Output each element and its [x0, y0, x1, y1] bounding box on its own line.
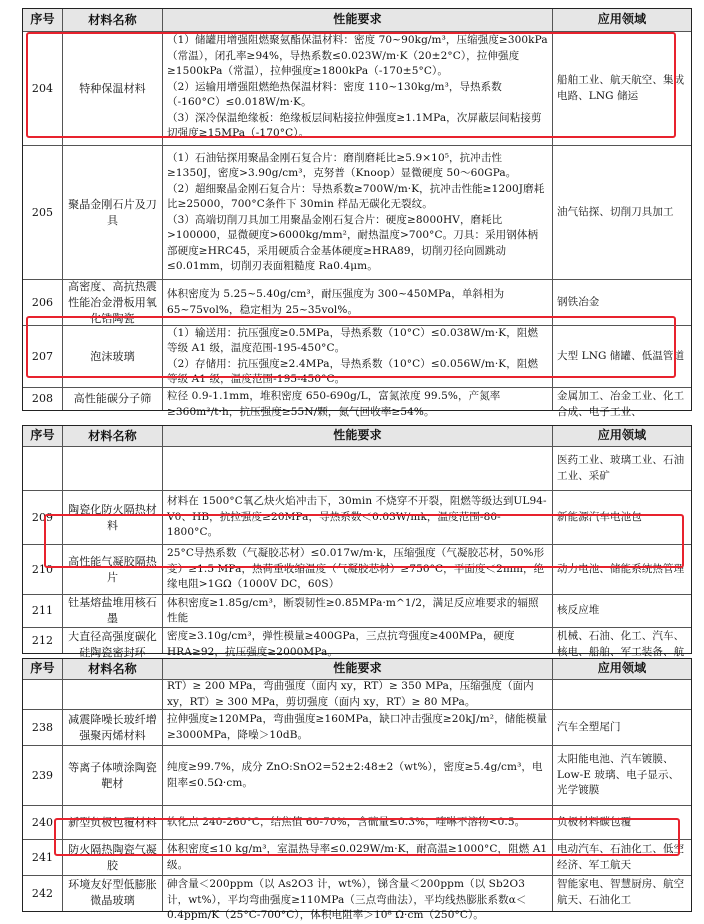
table-row: [23, 446, 691, 490]
header-app: 应用领域: [597, 12, 647, 27]
cell-app: 医药工业、玻璃工业、石油工业、采矿: [557, 454, 685, 482]
cell-perf: 纯度≥99.7%，成分 ZnO:SnO2=52±2:48±2（wt%），密度≥5.4g/cm³，电阻率≤0.5Ω·cm。: [167, 761, 543, 789]
cell-no: 238: [31, 720, 54, 734]
cell-name: 大直径高强度碳化硅陶瓷密封环: [68, 630, 157, 659]
cell-name: 陶瓷化防火隔热材料: [68, 502, 157, 532]
cell-perf: 砷含量＜200ppm（以 As2O3 计，wt%），锑含量＜200ppm（以 Sb2O3 计，wt%），平均弯曲强度≥110MPa（三点弯曲法），平均线热膨胀系数α＜0.4ppm/K（25°C-700°C），体积电阻率＞10⁸ Ω·cm（250°C）。: [167, 878, 527, 921]
cell-perf: （1）石油钻探用聚晶金刚石复合片：磨削磨耗比≥5.9×10⁵，抗冲击性≥1350J，密度>3.90g/cm³，克努普（Knoop）显微硬度 50～60GPa。 （2）超细聚晶金刚石复合片：导热系数≥700W/m·K，抗冲击性能≥1200J磨耗比≥25000，700°C条件下 30min 样品无碳化无裂纹。 （3）高端切削刀具加工用聚晶金刚石复合片：硬度≥8000HV，磨耗比>100000，显微硬度>6000kg/mm²，耐热温度>700°C。刀具：采用钢体柄部硬度≥HRC45，采用硬质合金基体硬度≥HRA89，切削刃径向圆跳动≤0.01mm，切削刃表面粗糙度 Ra0.4μm。: [167, 151, 545, 272]
cell-name: 高性能气凝胶隔热片: [68, 554, 157, 584]
cell-no: 239: [31, 768, 54, 782]
table-row: [23, 387, 691, 418]
table-2: [22, 425, 692, 659]
table-row: [23, 594, 691, 627]
cell-name: 环境友好型低膨胀微晶玻璃: [68, 878, 157, 907]
cell-app: 船舶工业、航天航空、集成电路、LNG 储运: [557, 74, 685, 102]
cell-app: 钢铁冶金: [557, 295, 600, 308]
cell-no: 240: [31, 815, 54, 829]
cell-name: 防火隔热陶瓷气凝胶: [68, 842, 157, 872]
cell-app: 电动汽车、石油化工、低空经济、军工航天: [557, 843, 685, 871]
table-row: [23, 544, 691, 594]
table-row: [23, 627, 691, 659]
cell-name: 高密度、高抗热震性能冶金滑板用氧化锆陶瓷: [68, 279, 157, 325]
cell-no: 241: [31, 850, 54, 864]
header-perf: 性能要求: [333, 428, 382, 443]
cell-name: 聚晶金刚石片及刀具: [68, 197, 157, 227]
header-no: 序号: [30, 12, 55, 27]
cell-name: 钍基熔盐堆用核石墨: [68, 596, 157, 625]
table-row: [23, 325, 691, 387]
cell-no: 242: [31, 886, 54, 900]
table-row: [23, 145, 691, 279]
table-row: [23, 279, 691, 325]
header-no: 序号: [30, 661, 55, 676]
cell-app: 金属加工、冶金工业、化工合成、电子工业、: [557, 390, 685, 418]
cell-no: 207: [31, 349, 54, 363]
header-app: 应用领域: [597, 661, 647, 676]
header-perf: 性能要求: [333, 12, 382, 27]
cell-app: 动力电池、储能系统热管理: [557, 562, 685, 575]
cell-app: 太阳能电池、汽车镀膜、Low-E 玻璃、电子显示、光学镀膜: [557, 753, 680, 797]
table-row: [23, 745, 691, 805]
cell-app: 机械、石油、化工、汽车、核电、船舶、军工装备、航: [557, 630, 685, 658]
cell-no: 206: [31, 295, 54, 309]
cell-no: 209: [31, 510, 54, 524]
table-row: [23, 679, 691, 709]
cell-no: 211: [31, 604, 54, 618]
cell-name: 新型负极包覆材料: [68, 815, 157, 829]
cell-name: 特种保温材料: [79, 81, 146, 95]
header-name: 材料名称: [88, 662, 137, 676]
table-row: [23, 31, 691, 145]
table-header: [23, 659, 691, 679]
table-row: [23, 875, 691, 921]
cell-perf: 软化点 240-260°C，结焦值 60-70%，含硫量≤0.3%，喹啉不溶物<0.5。: [167, 815, 526, 828]
cell-perf: 粒径 0.9-1.1mm，堆积密度 650-690g/L，富氮浓度 99.5%，产氮率≥360m³/t·h，抗压强度≥55N/颗，氮气回收率≥54%。: [167, 390, 501, 418]
cell-app: 大型 LNG 储罐、低温管道: [557, 349, 685, 362]
table-3: [22, 658, 692, 921]
cell-app: 智能家电、智慧厨房、航空航天、石油化工: [557, 878, 685, 906]
cell-app: 新能源汽车电池包: [557, 510, 642, 523]
cell-perf: 密度≥3.10g/cm³，弹性模量≥400GPa，三点抗弯强度≥400MPa，硬度HRA≥92，抗压强度≥2000MPa。: [167, 630, 515, 658]
table-header: [23, 9, 691, 31]
header-perf: 性能要求: [333, 661, 382, 676]
cell-perf: 材料在 1500°C氧乙炔火焰冲击下，30min 不烧穿不开裂，阻燃等级达到UL94-V0、HB，抗拉强度≥20MPa，导热系数＜0.03W/mk，温度范围-80-1800°C。: [167, 495, 547, 539]
cell-perf: RT）≥ 200 MPa，弯曲强度（面内 xy，RT）≥ 350 MPa，压缩强度（面内xy，RT）≥ 300 MPa，剪切强度（面内 xy，RT）≥ 80 MPa。: [167, 680, 534, 708]
table-1: [22, 8, 692, 418]
cell-perf: （1）输送用：抗压强度≥0.5MPa，导热系数（10°C）≤0.038W/m·K，阻燃等级 A1 级，温度范围-195-450°C。 （2）存储用：抗压强度≥2.4MPa，导热系数（10°C）≤0.056W/m·K，阻燃等级 A1 级，温度范围-195-450°C。: [167, 326, 539, 385]
cell-no: 205: [31, 205, 54, 219]
cell-no: 204: [31, 81, 54, 95]
cell-perf: 体积密度≤10 kg/m³，室温热导率≤0.029W/m·K，耐高温≥1000°C，阻燃 A1级。: [167, 843, 548, 871]
cell-app: 油气钻探、切削刀具加工: [557, 205, 674, 218]
cell-perf: 拉伸强度≥120MPa，弯曲强度≥160MPa，缺口冲击强度≥20kJ/m²，储能模量≥3000MPa，降噪＞10dB。: [167, 713, 548, 741]
table-row: [23, 839, 691, 875]
cell-perf: 25°C导热系数（气凝胶芯材）≤0.017w/m·k，压缩强度（气凝胶芯材，50%形变）≥1.5 MPa，热荷重收缩温度（气凝胶芯材）≥750°C，平面度＜2mm，绝缘电阻>1GΩ（1000V DC，60S）: [167, 547, 545, 590]
table-row: [23, 805, 691, 839]
cell-perf: （1）储罐用增强阻燃聚氨酯保温材料：密度 70~90kg/m³，压缩强度≥300kPa（常温），闭孔率≥94%，导热系数≤0.023W/m·K（20±2°C），拉伸强度≥1500kPa（常温），拉伸强度≥1800kPa（-170±5°C）。 （2）运输用增强阻燃绝热保温材料：密度 110~130kg/m³，导热系数（-160°C）≤0.018W/m·K。 （3）深冷保温绝缘板：绝缘板层间粘接拉伸强度≥1.1MPa，次屏蔽层间粘接剪切强度≥15MPa（-170°C）。: [167, 34, 548, 139]
header-no: 序号: [30, 428, 55, 443]
cell-name: 泡沫玻璃: [90, 349, 135, 363]
cell-name: 高性能碳分子筛: [73, 392, 152, 405]
cell-name: 等离子体喷涂陶瓷靶材: [68, 760, 157, 790]
cell-name: 减震降噪长玻纤增强聚丙烯材料: [68, 712, 157, 742]
cell-no: 212: [31, 633, 54, 647]
header-app: 应用领域: [597, 428, 647, 443]
cell-app: 核反应堆: [557, 604, 600, 617]
cell-app: 汽车全塑尾门: [557, 720, 621, 733]
header-name: 材料名称: [88, 429, 137, 443]
table-header: [23, 426, 691, 446]
table-row: [23, 709, 691, 745]
cell-no: 210: [31, 562, 54, 576]
cell-app: 负极材料碳包覆: [557, 815, 632, 828]
table-row: [23, 490, 691, 544]
cell-perf: 体积密度≥1.85g/cm³，断裂韧性≥0.85MPa·m^1/2，满足反应堆要求的辐照性能: [167, 596, 539, 624]
header-name: 材料名称: [88, 13, 137, 27]
cell-perf: 体积密度为 5.25~5.40g/cm³，耐压强度为 300~450MPa，单斜相为65~75vol%，稳定相为 25~35vol%。: [167, 288, 505, 316]
cell-no: 208: [31, 392, 54, 406]
